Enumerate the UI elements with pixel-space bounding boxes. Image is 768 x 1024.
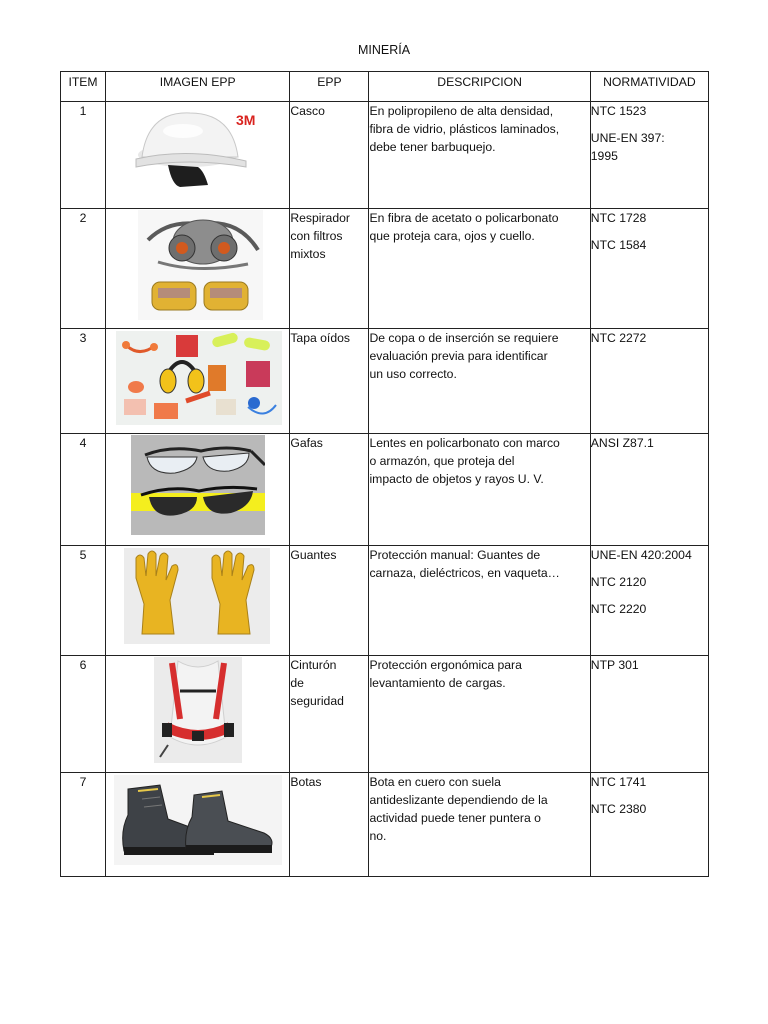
table-row [61, 102, 709, 209]
header-description: DESCRIPCION [369, 72, 590, 102]
header-norms: NORMATIVIDAD [590, 72, 708, 102]
description [369, 546, 590, 656]
table-row [61, 773, 709, 877]
epp-table [60, 71, 709, 877]
epp-name-line: Respirador [290, 211, 350, 225]
norm: UNE-EN 397: 1995 [590, 131, 665, 163]
norms [590, 656, 708, 773]
respirator-icon [138, 210, 263, 320]
description-line: evaluación previa para identificar [369, 349, 548, 363]
item-number: 5 [61, 546, 106, 656]
epp-name [290, 773, 369, 877]
boots-icon [114, 775, 282, 865]
item-number: 1 [61, 102, 106, 209]
epp-name-line: Cinturón [290, 658, 337, 672]
image-cell [106, 546, 290, 656]
norm: NTC 1728 [590, 211, 647, 225]
table-row [61, 546, 709, 656]
norm: NTC 2380 [590, 802, 647, 816]
epp-name [290, 329, 369, 434]
epp-name-line: mixtos [290, 247, 326, 261]
norms [590, 329, 708, 434]
item-number: 2 [61, 209, 106, 329]
norm: NTC 1584 [590, 238, 647, 252]
norm: ANSI Z87.1 [590, 436, 654, 450]
description-line: que proteja cara, ojos y cuello. [369, 229, 535, 243]
header-item: ITEM [61, 72, 106, 102]
description-line: actividad puede tener puntera o [369, 811, 541, 825]
description-line: Protección manual: Guantes de [369, 548, 541, 562]
epp-name [290, 656, 369, 773]
norms [590, 546, 708, 656]
description-line: De copa o de inserción se requiere [369, 331, 559, 345]
description-line: impacto de objetos y rayos U. V. [369, 472, 544, 486]
description [369, 209, 590, 329]
description-line: debe tener barbuquejo. [369, 140, 496, 154]
epp-name [290, 209, 369, 329]
epp-name-line: con filtros [290, 229, 343, 243]
description-line: levantamiento de cargas. [369, 676, 506, 690]
norm: NTP 301 [590, 658, 639, 672]
safety-glasses-icon [131, 435, 265, 535]
image-cell [106, 773, 290, 877]
image-cell [106, 102, 290, 209]
norms [590, 209, 708, 329]
item-number: 4 [61, 434, 106, 546]
epp-name-line: de [290, 676, 304, 690]
norms [590, 102, 708, 209]
item-number: 3 [61, 329, 106, 434]
gloves-icon [124, 548, 270, 644]
image-cell [106, 434, 290, 546]
description-line: Bota en cuero con suela [369, 775, 501, 789]
image-cell [106, 209, 290, 329]
description-line: antideslizante dependiendo de la [369, 793, 548, 807]
norms [590, 773, 708, 877]
table-header-row [61, 72, 709, 102]
description [369, 329, 590, 434]
image-cell [106, 656, 290, 773]
table-row [61, 209, 709, 329]
description-line: carnaza, dieléctricos, en vaqueta… [369, 566, 560, 580]
safety-belt-icon [154, 657, 242, 763]
item-number: 6 [61, 656, 106, 773]
description [369, 773, 590, 877]
table-row [61, 329, 709, 434]
description [369, 656, 590, 773]
description [369, 434, 590, 546]
description-line: En polipropileno de alta densidad, [369, 104, 554, 118]
table-row [61, 434, 709, 546]
epp-name-line: Guantes [290, 548, 337, 562]
norm: NTC 1523 [590, 104, 647, 118]
epp-name-line: Casco [290, 104, 325, 118]
norm: NTC 2220 [590, 602, 647, 616]
description [369, 102, 590, 209]
epp-name-line: seguridad [290, 694, 344, 708]
description-line: fibra de vidrio, plásticos laminados, [369, 122, 560, 136]
norm: NTC 2120 [590, 575, 647, 589]
epp-name-line: Botas [290, 775, 322, 789]
page-title: MINERÍA [357, 43, 411, 57]
hard-hat-icon [128, 105, 266, 199]
norm: UNE-EN 420:2004 [590, 548, 692, 562]
epp-name [290, 546, 369, 656]
description-line: un uso correcto. [369, 367, 457, 381]
norm: NTC 2272 [590, 331, 647, 345]
header-epp: EPP [290, 72, 369, 102]
epp-name-line: Gafas [290, 436, 323, 450]
ear-protection-icon [116, 331, 282, 425]
epp-name-line: Tapa oídos [290, 331, 350, 345]
table-row [61, 656, 709, 773]
description-line: no. [369, 829, 387, 843]
description-line: Protección ergonómica para [369, 658, 522, 672]
norm: NTC 1741 [590, 775, 647, 789]
epp-name [290, 434, 369, 546]
description-line: En fibra de acetato o policarbonato [369, 211, 559, 225]
image-cell [106, 329, 290, 434]
description-line: o armazón, que proteja del [369, 454, 515, 468]
epp-name [290, 102, 369, 209]
norms [590, 434, 708, 546]
description-line: Lentes en policarbonato con marco [369, 436, 560, 450]
item-number: 7 [61, 773, 106, 877]
brand-logo: 3M [236, 112, 256, 128]
header-image: IMAGEN EPP [106, 72, 290, 102]
